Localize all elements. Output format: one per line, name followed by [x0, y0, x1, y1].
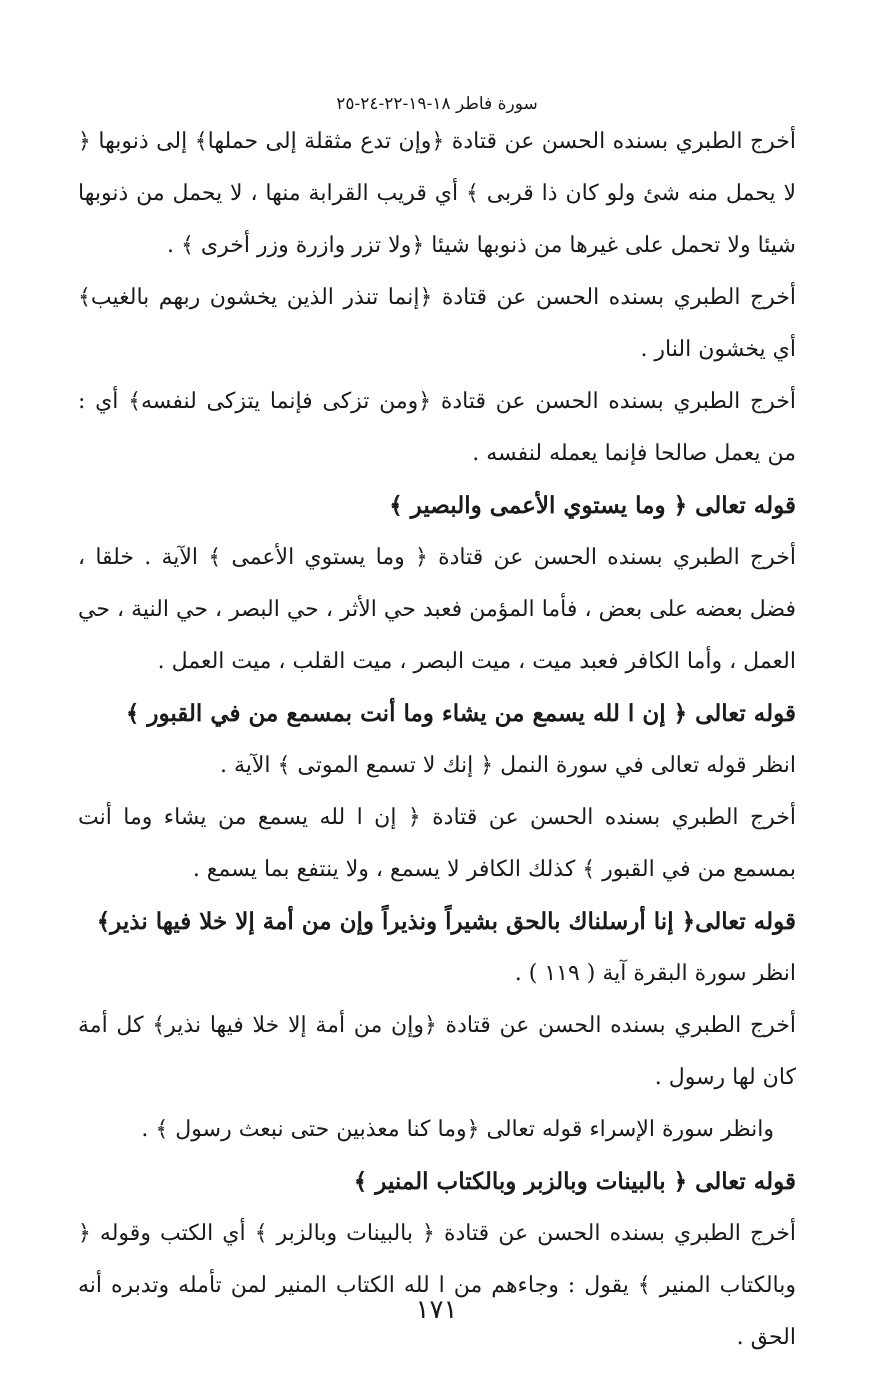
- paragraph: أخرج الطبري بسنده الحسن عن قتادة ﴿إنما تنذر الذين يخشون ربهم بالغيب﴾ أي يخشون النار .: [78, 285, 796, 362]
- paragraph: أخرج الطبري بسنده الحسن عن قتادة ﴿ إن ا لله يسمع من يشاء وما أنت بمسمع من في القبور ﴾ كذلك الكافر لا يسمع ، ولا ينتفع بما يسمع .: [78, 805, 796, 882]
- page-body: [78, 116, 796, 1364]
- section-heading: قوله تعالى﴿ إنا أرسلناك بالحق بشيراً ونذيراً وإن من أمة إلا خلا فيها نذير﴾: [96, 908, 796, 935]
- paragraph: أخرج الطبري بسنده الحسن عن قتادة ﴿ وما يستوي الأعمى ﴾ الآية . خلقا ، فضل بعضه على بعض ، فأما المؤمن فعبد حي الأثر ، حي البصر ، حي النية ، حي العمل ، وأما الكافر فعبد ميت ، ميت البصر ، ميت القلب ، ميت العمل .: [78, 545, 796, 674]
- paragraph: أخرج الطبري بسنده الحسن عن قتادة ﴿وإن من أمة إلا خلا فيها نذير﴾ كل أمة كان لها رسول .: [78, 1013, 796, 1090]
- paragraph: انظر قوله تعالى في سورة النمل ﴿ إنك لا تسمع الموتى ﴾ الآية .: [219, 753, 796, 778]
- section-heading: قوله تعالى ﴿ بالبينات وبالزبر وبالكتاب المنير ﴾: [353, 1168, 796, 1195]
- paragraph: انظر سورة البقرة آية ( ١١٩ ) .: [514, 961, 796, 986]
- paragraph: وانظر سورة الإسراء قوله تعالى ﴿وما كنا معذبين حتى نبعث رسول ﴾ .: [141, 1117, 774, 1142]
- paragraph: أخرج الطبري بسنده الحسن عن قتادة ﴿ بالبينات وبالزبر ﴾ أي الكتب وقوله ﴿ وبالكتاب المنير ﴾ يقول : وجاءهم من ا لله الكتاب المنير لمن تأمله وتدبره أنه الحق .: [78, 1221, 796, 1350]
- paragraph: أخرج الطبري بسنده الحسن عن قتادة ﴿وإن تدع مثقلة إلى حملها﴾ إلى ذنوبها ﴿ لا يحمل منه شئ ولو كان ذا قربى ﴾ أي قريب القرابة منها ، لا يحمل من ذنوبها شيئا ولا تحمل على غيرها من ذنوبها شيئا ﴿ولا تزر وازرة وزر أخرى ﴾ .: [78, 129, 796, 258]
- page-number: ١٧١: [415, 1295, 458, 1325]
- running-head: سورة فاطر ١٨-١٩-٢٢-٢٤-٢٥: [336, 94, 538, 114]
- section-heading: قوله تعالى ﴿ إن ا لله يسمع من يشاء وما أنت بمسمع من في القبور ﴾: [125, 700, 796, 727]
- paragraph: أخرج الطبري بسنده الحسن عن قتادة ﴿ومن تزكى فإنما يتزكى لنفسه﴾ أي : من يعمل صالحا فإنما يعمله لنفسه .: [78, 389, 796, 466]
- section-heading: قوله تعالى ﴿ وما يستوي الأعمى والبصير ﴾: [389, 492, 796, 519]
